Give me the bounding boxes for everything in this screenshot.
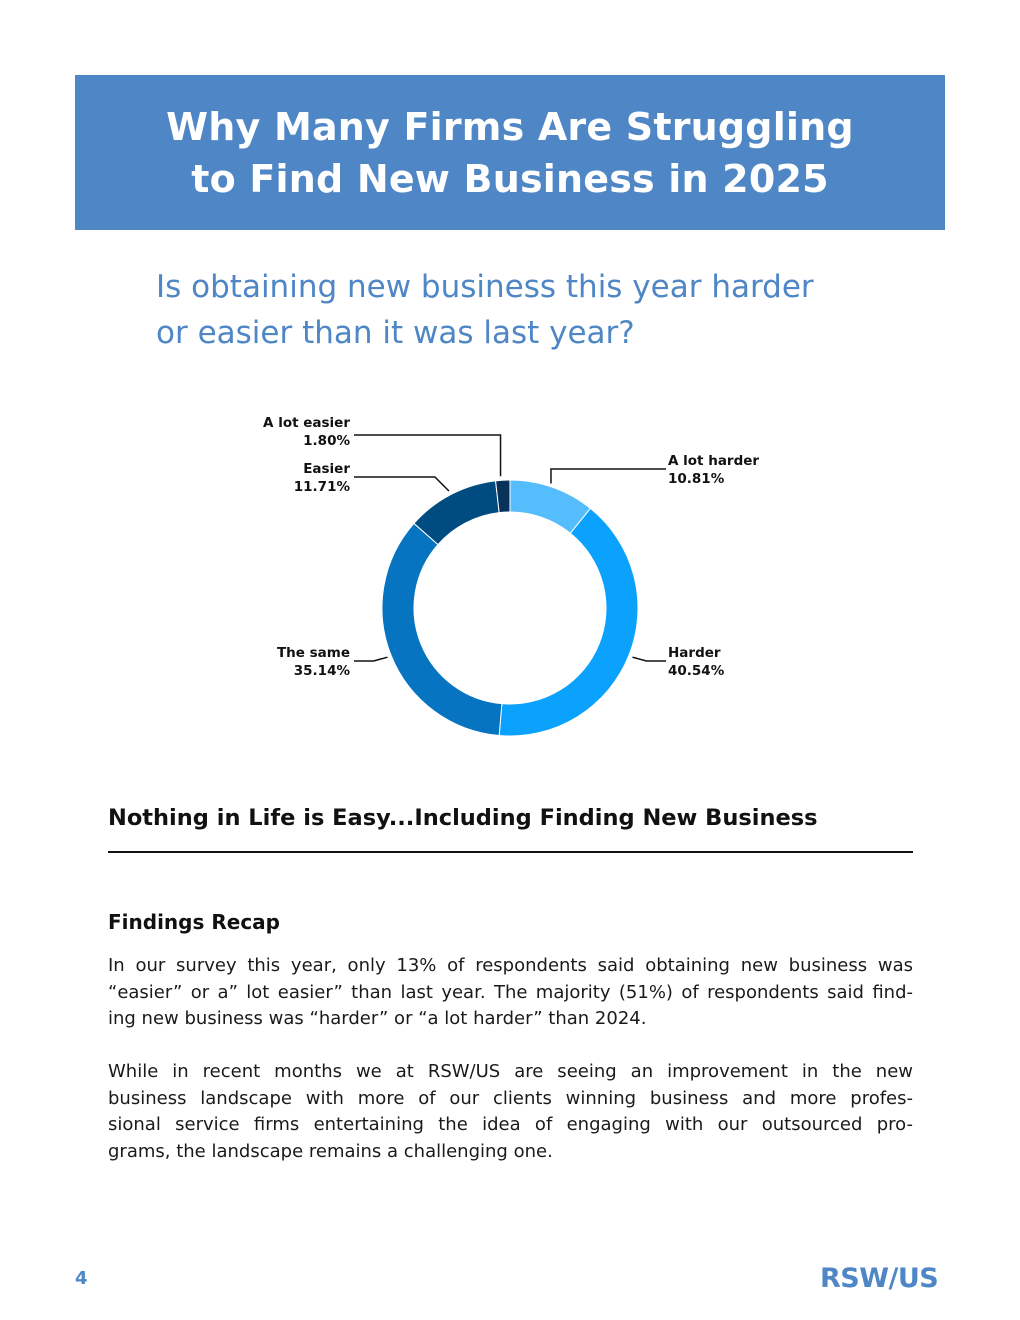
slice-value-label: 40.54%: [668, 663, 725, 679]
title-banner: [75, 75, 945, 230]
paragraph-line: ing new business was “harder” or “a lot harder” than 2024.: [108, 1008, 647, 1029]
section-divider: [108, 851, 913, 853]
findings-paragraph-1: [108, 953, 913, 1033]
rswus-logo: RSW/US: [820, 1263, 939, 1294]
donut-slice-easier: [414, 481, 499, 545]
findings-heading: Findings Recap: [108, 910, 280, 934]
survey-question-line-2: or easier than it was last year?: [156, 315, 635, 351]
slice-label: A lot harder: [668, 453, 760, 469]
leader-line: [632, 657, 666, 661]
page-title-line-2: to Find New Business in 2025: [191, 156, 829, 201]
slice-label: Harder: [668, 645, 721, 661]
leader-line: [551, 469, 666, 484]
donut-slice-harder: [499, 508, 638, 736]
leader-line: [354, 477, 449, 491]
slice-label: The same: [276, 645, 350, 661]
survey-question-line-1: Is obtaining new business this year harder: [156, 269, 814, 305]
paragraph-line: grams, the landscape remains a challenging one.: [108, 1140, 553, 1162]
slice-value-label: 11.71%: [293, 479, 350, 495]
section-heading: Nothing in Life is Easy...Including Finding New Business: [108, 805, 818, 831]
donut-chart: [255, 395, 765, 755]
slice-label: A lot easier: [263, 415, 350, 431]
slice-label: Easier: [303, 461, 350, 477]
slice-value-label: 1.80%: [303, 433, 350, 449]
paragraph-line: “easier” or a” lot easier” than last year. The majority (51%) of respondents said find-: [108, 981, 913, 1003]
survey-question: [156, 264, 916, 356]
slice-value-label: 35.14%: [293, 663, 350, 679]
donut-slice-the-same: [382, 523, 502, 735]
slice-value-label: 10.81%: [668, 471, 725, 487]
findings-paragraph-2: [108, 1059, 913, 1165]
paragraph-line: business landscape with more of our clients winning business and more profes-: [108, 1087, 913, 1109]
page-number: 4: [75, 1268, 88, 1289]
page-title-line-1: Why Many Firms Are Struggling: [166, 104, 854, 149]
paragraph-line: In our survey this year, only 13% of respondents said obtaining new business was: [108, 955, 913, 976]
leader-line: [354, 657, 388, 661]
leader-line: [354, 435, 501, 476]
paragraph-line: sional service firms entertaining the idea of engaging with our outsourced pro-: [108, 1114, 913, 1135]
paragraph-line: While in recent months we at RSW/US are seeing an improvement in the new: [108, 1061, 913, 1082]
